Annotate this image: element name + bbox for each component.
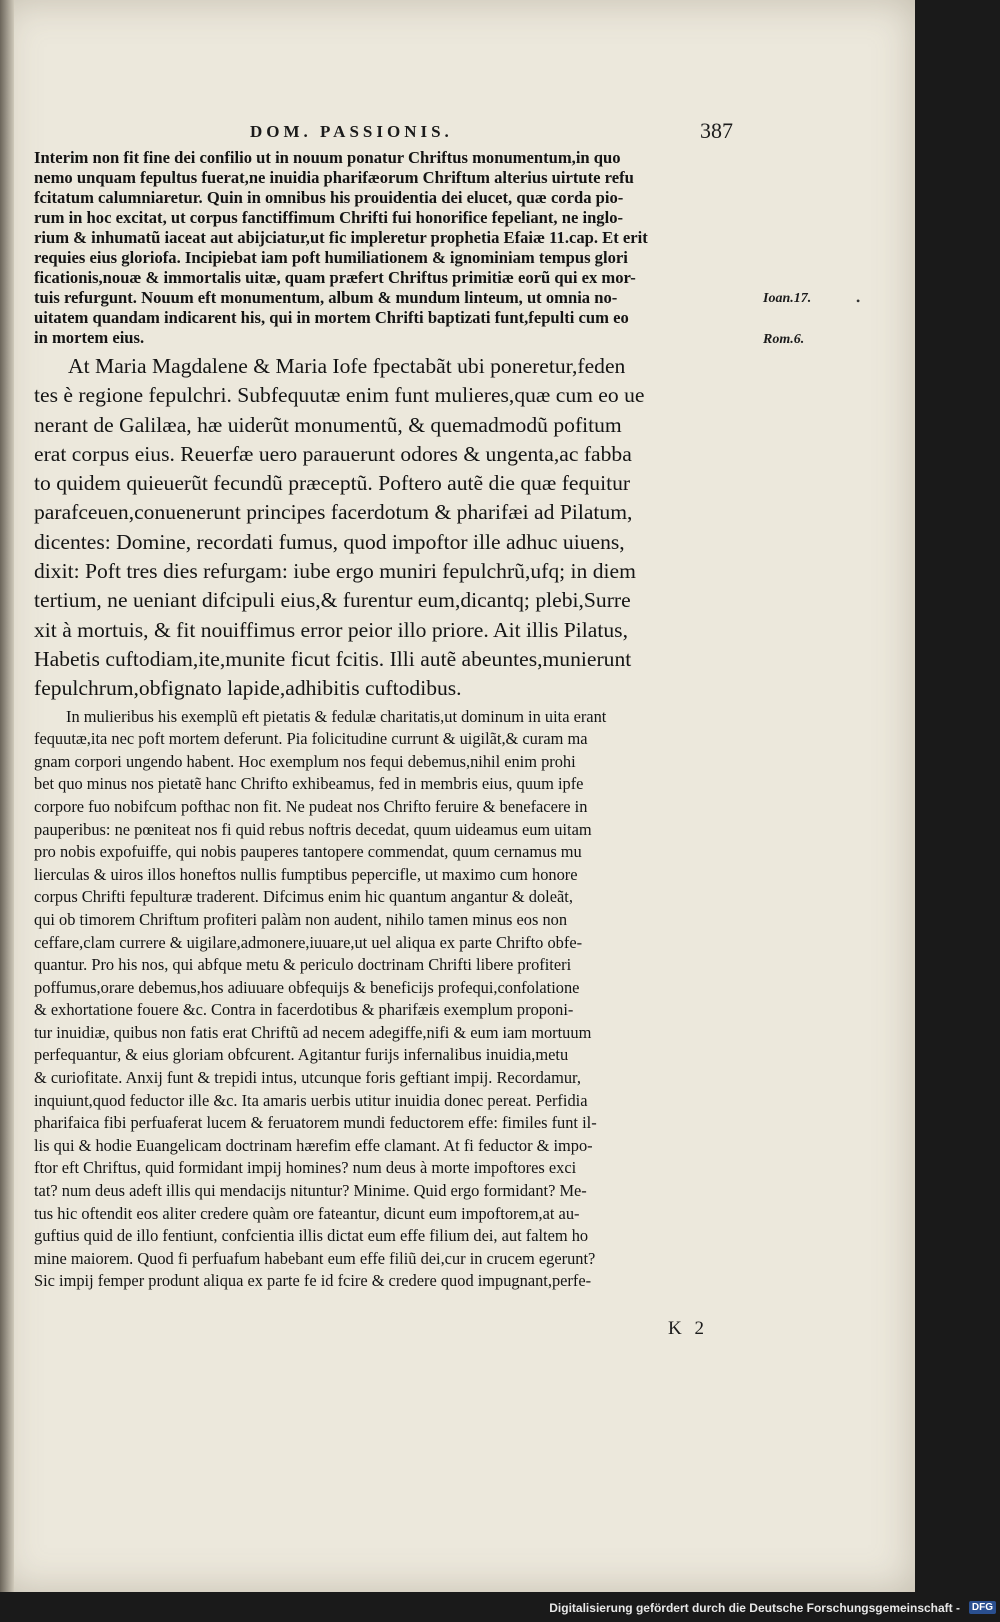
page-gutter xyxy=(0,0,14,1592)
text-line: rium & inhumatũ iaceat aut abijciatur,ut fic impleretur prophetia Efaiæ 11.cap. Et erit xyxy=(34,228,648,247)
text-line: rum in hoc excitat, ut corpus fanctiffimum Chrifti fui honorifice fepeliant, ne inglo- xyxy=(34,208,624,227)
text-line: quantur. Pro his nos, qui abfque metu & periculo doctrinam Chrifti libere profiteri xyxy=(34,955,572,975)
margin-dot: • xyxy=(856,294,861,308)
footer-bar xyxy=(0,1600,1000,1622)
text-line: dixit: Poft tres dies refurgam: iube ergo muniri fepulchrũ,ufq; in diem xyxy=(34,559,636,584)
text-line: Habetis cuftodiam,ite,munite ficut fcitis. Illi autẽ abeuntes,munierunt xyxy=(34,646,632,671)
text-line: pauperibus: ne pœniteat nos fi quid rebus noftris decedat, quum uideamus eum uitam xyxy=(34,819,592,839)
text-line: & curiofitate. Anxij funt & trepidi intus, utcunque foris geftiant impij. Recordamur, xyxy=(34,1068,581,1088)
main-text xyxy=(34,148,764,1293)
footer-credit: Digitalisierung gefördert durch die Deutsche Forschungsgemeinschaft - xyxy=(549,1601,960,1615)
text-line: pharifaica fibi perfuaferat lucem & feruatorem mundi feductorem effe: fimiles funt il- xyxy=(34,1113,597,1133)
text-line: mine maiorem. Quod fi perfuafum habebant eum effe filiũ dei,cur in crucem egerunt? xyxy=(34,1248,596,1268)
text-line: nemo unquam fepultus fuerat,ne inuidia pharifæorum Chriftum alterius uirtute refu xyxy=(34,168,634,187)
text-line: & exhortatione fouere &c. Contra in facerdotibus & pharifæis exemplum proponi- xyxy=(34,1000,574,1020)
margin-note-joan: Ioan.17. xyxy=(763,291,812,306)
text-line: lierculas & uiros illos honeftos nullis fumptibus pepercifle, ut maximo cum honore xyxy=(34,864,578,884)
text-line: tuis refurgunt. Nouum eft monumentum, album & mundum linteum, ut omnia no- xyxy=(34,288,618,307)
text-line: xit à mortuis, & fit nouiffimus error peior illo priore. Ait illis Pilatus, xyxy=(34,617,628,642)
text-line: parafceuen,conuenerunt principes facerdotum & pharifæi ad Pilatum, xyxy=(34,500,633,525)
text-line: tat? num deus adeft illis qui mendacijs nituntur? Minime. Quid ergo formidant? Me- xyxy=(34,1181,587,1201)
text-line: tus hic oftendit eos aliter credere quàm ore fateantur, dicunt eum impoftorem,at au- xyxy=(34,1203,580,1223)
text-line: nerant de Galilæa, hæ uiderũt monumentũ, & quemadmodũ pofitum xyxy=(34,412,622,437)
signature-mark: K 2 xyxy=(668,1318,708,1339)
text-line: lis qui & hodie Euangelicam doctrinam hærefim effe clamant. At fi feductor & impo- xyxy=(34,1135,593,1155)
text-line: in mortem eius. xyxy=(34,328,145,347)
text-line: tur inuidiæ, quibus non fatis erat Chriftũ ad necem adegiffe,nifi & eum iam mortuum xyxy=(34,1022,592,1042)
text-line: ficationis,nouæ & immortalis uitæ, quam præfert Chriftus primitiæ eorũ qui ex mor- xyxy=(34,268,636,287)
paragraph-3 xyxy=(34,706,764,1293)
text-line: corpus Chrifti fepulturæ traderent. Difcimus enim hic quantum angantur & doleãt, xyxy=(34,887,573,907)
text-line: fcitatum calumniaretur. Quin in omnibus his prouidentia dei elucet, quæ corda pio- xyxy=(34,188,624,207)
text-line: In mulieribus his exemplũ eft pietatis & fedulæ charitatis,ut dominum in uita erant xyxy=(66,706,607,726)
text-line: fepulchrum,obfignato lapide,adhibitis cuftodibus. xyxy=(34,676,462,701)
text-line: qui ob timorem Chriftum profiteri palàm non audent, nihilo tamen minus eos non xyxy=(34,909,568,929)
dfg-logo: DFG xyxy=(969,1601,996,1614)
text-line: bet quo minus nos pietatẽ hanc Chrifto exhibeamus, fed in membris eius, quum ipfe xyxy=(34,774,584,794)
running-title: DOM. PASSIONIS. xyxy=(250,122,453,141)
text-line: to quidem quieuerũt fecundũ præceptũ. Poftero autẽ die quæ fequitur xyxy=(34,471,631,496)
text-line: uitatem quandam indicarent his, qui in mortem Chrifti baptizati funt,fepulti cum eo xyxy=(34,308,629,327)
text-line: erat corpus eius. Reuerfæ uero parauerunt odores & ungenta,ac fabba xyxy=(34,441,632,466)
text-line: inquiunt,quod feductor ille &c. Ita amaris uerbis utitur inuidia donec pereat. Perfidia xyxy=(34,1090,588,1110)
page-number: 387 xyxy=(700,118,733,143)
text-line: Interim non fit fine dei confilio ut in nouum ponatur Chriftus monumentum,in quo xyxy=(34,148,621,167)
text-line: pro nobis expofuiffe, qui nobis pauperes tantopere commendat, quum cernamus mu xyxy=(34,842,582,862)
text-line: guftius quid de illo fentiunt, confcientia illis dictat eum effe filium dei, aut faltem ho xyxy=(34,1226,589,1246)
text-line: ceffare,clam currere & uigilare,admonere,iuuare,ut uel aliqua ex parte Chrifto obfe- xyxy=(34,932,583,952)
text-line: tertium, ne ueniant difcipuli eius,& furentur eum,dicantq; plebi,Surre xyxy=(34,588,631,613)
text-line: perfequantur, & eius gloriam obfcurent. Agitantur furijs infernalibus inuidia,metu xyxy=(34,1045,569,1065)
paragraph-1 xyxy=(34,148,764,348)
paragraph-2 xyxy=(34,352,764,704)
text-line: At Maria Magdalene & Maria Iofe fpectabãt ubi poneretur,feden xyxy=(68,354,626,378)
text-line: dicentes: Domine, recordati fumus, quod impoftor ille adhuc uiuens, xyxy=(34,529,625,554)
text-line: requies eius gloriofa. Incipiebat iam poft humiliationem & ignominiam tempus glori xyxy=(34,248,628,267)
text-line: fequutæ,ita nec poft mortem deferunt. Pia folicitudine currunt & uigilãt,& curam ma xyxy=(34,729,588,749)
text-line: gnam corpori ungendo habent. Hoc exemplum nos fequi debemus,nihil enim prohi xyxy=(34,751,576,771)
text-line: ftor eft Chriftus, quid formidant impij homines? num deus à morte impoftores exci xyxy=(34,1158,577,1178)
text-line: corpore fuo nobifcum pofthac non fit. Ne pudeat nos Chrifto feruire & benefacere in xyxy=(34,796,588,816)
text-line: poffumus,orare debemus,hos adiuuare obfequijs & beneficijs profequi,confolatione xyxy=(34,977,580,997)
text-line: tes è regione fepulchri. Subfequutæ enim funt mulieres,quæ cum eo ue xyxy=(34,383,645,408)
margin-note-rom: Rom.6. xyxy=(763,332,805,347)
text-line: Sic impij femper produnt aliqua ex parte fe id fcire & credere quod impugnant,perfe- xyxy=(34,1271,592,1291)
